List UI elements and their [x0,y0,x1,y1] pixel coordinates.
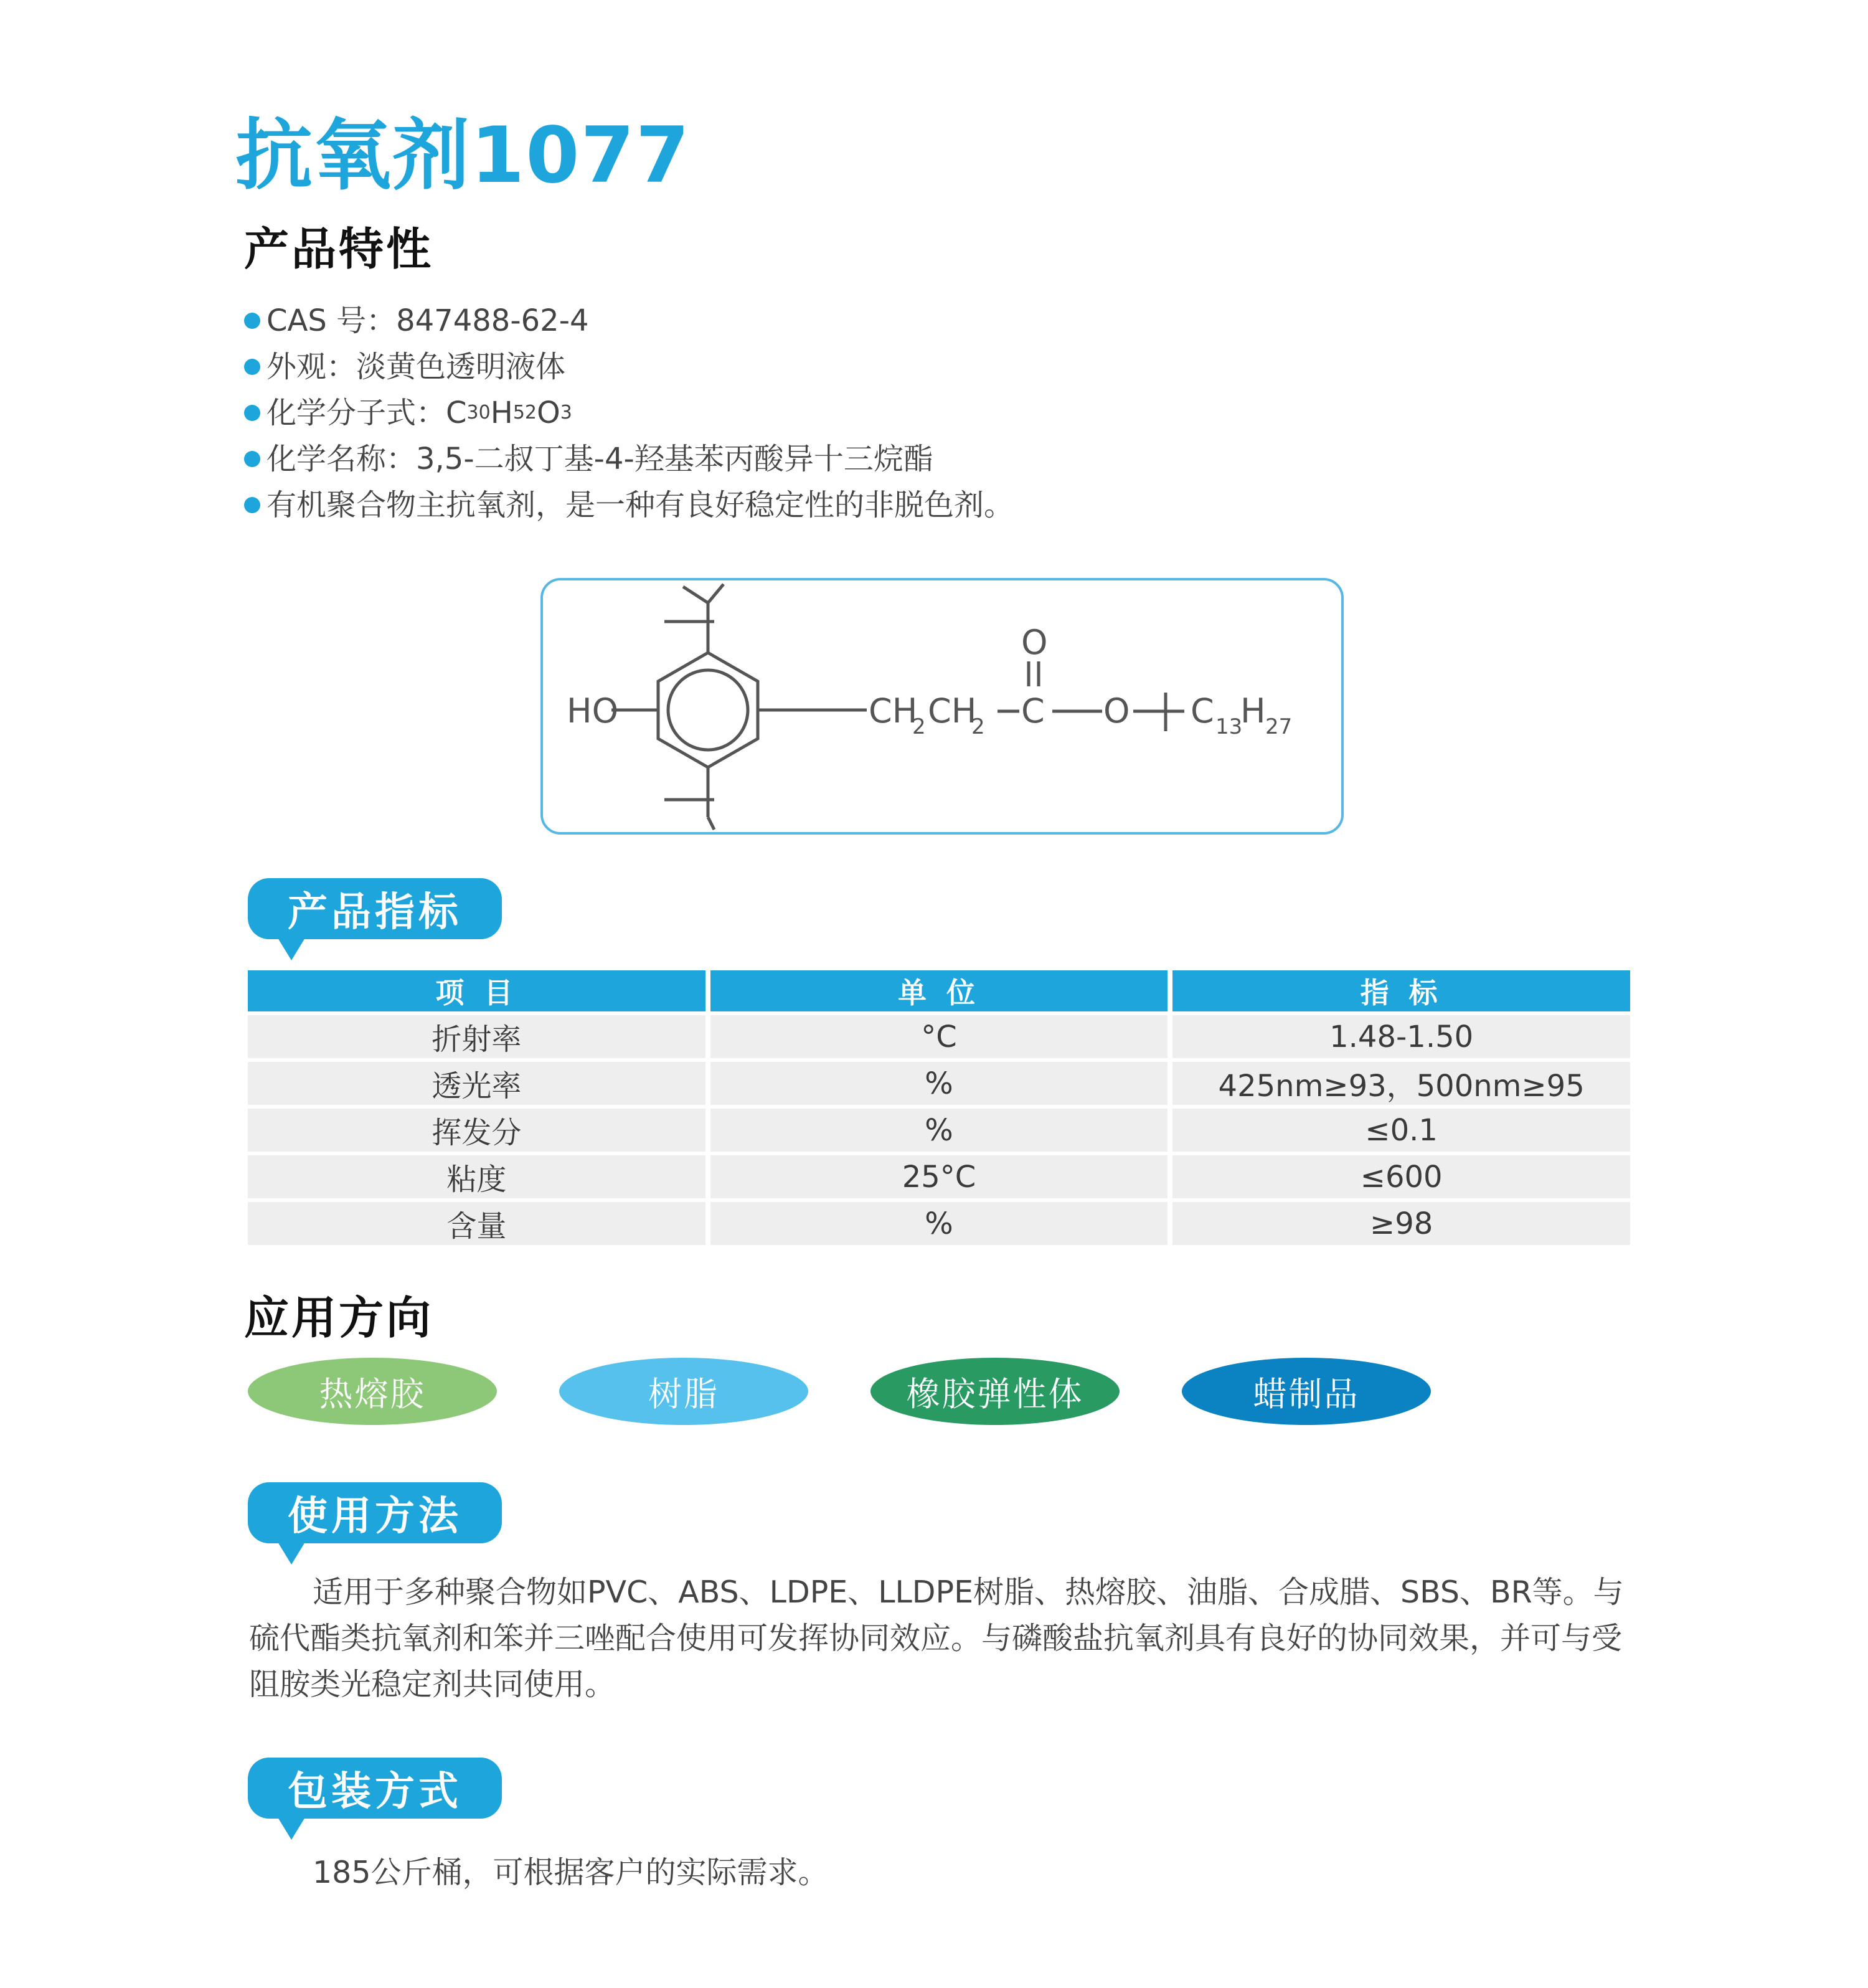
r-hydrogen-subscript: 27 [1265,714,1293,739]
application-heading: 应用方向 [244,1292,434,1344]
ch2-subscript-2: 2 [971,714,985,739]
header-unit: 单 位 [710,970,1168,1011]
cell-value: ≤0.1 [1172,1109,1630,1152]
r-hydrogen-label: H [1240,691,1266,731]
cell-value: 1.48-1.50 [1172,1015,1630,1058]
feature-chemical-name: 化学名称：3,5-二叔丁基-4-羟基苯丙酸异十三烷酯 [244,436,1014,482]
usage-tag: 使用方法 [248,1482,502,1543]
structure-formula-svg [543,580,1341,832]
bullet-icon [244,405,260,421]
application-pill-hot-melt: 热熔胶 [248,1358,497,1425]
cell-unit: 25°C [710,1155,1168,1198]
application-pill-wax: 蜡制品 [1182,1358,1431,1425]
feature-formula: 化学分子式： C 30 H 52 O 3 [244,390,1014,436]
cell-value: ≤600 [1172,1155,1630,1198]
cell-unit: °C [710,1015,1168,1058]
cell-unit: % [710,1109,1168,1152]
table-row [248,1062,1630,1105]
ch2-subscript-1: 2 [912,714,926,739]
feature-description: 有机聚合物主抗氧剂，是一种有良好稳定性的非脱色剂。 [244,482,1014,528]
cell-unit: % [710,1202,1168,1245]
usage-text: 适用于多种聚合物如PVC、ABS、LDPE、LLDPE树脂、热熔胶、油脂、合成腊、SBS、BR等。与硫代酯类抗氧剂和笨并三唑配合使用可发挥协同效应。与磷酸盐抗氧剂具有良好的协同效果，并可与受阻胺类光稳定剂共同使用。 [249,1574,1624,1702]
bullet-icon [244,313,260,329]
table-row [248,1155,1630,1198]
feature-cas: CAS 号：847488-62-4 [244,298,1014,344]
spec-tag: 产品指标 [248,878,502,939]
bullet-icon [244,451,260,467]
table-row [248,1109,1630,1152]
cell-value: ≥98 [1172,1202,1630,1245]
spec-header-row [248,970,1630,1011]
header-item: 项 目 [248,970,705,1011]
table-row [248,1202,1630,1245]
ch2-label-1: CH [869,691,918,731]
ho-label: HO [567,691,619,731]
structure-diagram-box [540,578,1344,835]
bullet-icon [244,359,260,375]
cell-item: 挥发分 [248,1109,705,1152]
r-carbon-subscript: 13 [1215,714,1243,739]
oxygen-ester-label: O [1103,691,1130,731]
cell-item: 透光率 [248,1062,705,1105]
cell-item: 含量 [248,1202,705,1245]
cell-item: 粘度 [248,1155,705,1198]
packaging-text: 185公斤桶，可根据客户的实际需求。 [313,1855,829,1890]
cell-value: 425nm≥93，500nm≥95 [1172,1062,1630,1105]
cell-item: 折射率 [248,1015,705,1058]
r-carbon-label: C [1191,691,1214,731]
application-pill-rubber: 橡胶弹性体 [870,1358,1120,1425]
ch2-label-2: CH [928,691,977,731]
features-heading: 产品特性 [244,223,434,275]
header-value: 指 标 [1172,970,1630,1011]
cell-unit: % [710,1062,1168,1105]
application-pill-resin: 树脂 [559,1358,808,1425]
packaging-tag: 包装方式 [248,1758,502,1819]
table-row [248,1015,1630,1058]
product-title: 抗氧剂1077 [235,111,691,201]
carbon-label: C [1021,691,1045,731]
feature-appearance: 外观：淡黄色透明液体 [244,344,1014,390]
bullet-icon [244,497,260,513]
feature-list [244,298,1014,528]
oxygen-top-label: O [1021,623,1048,662]
spec-table [243,967,1635,1249]
